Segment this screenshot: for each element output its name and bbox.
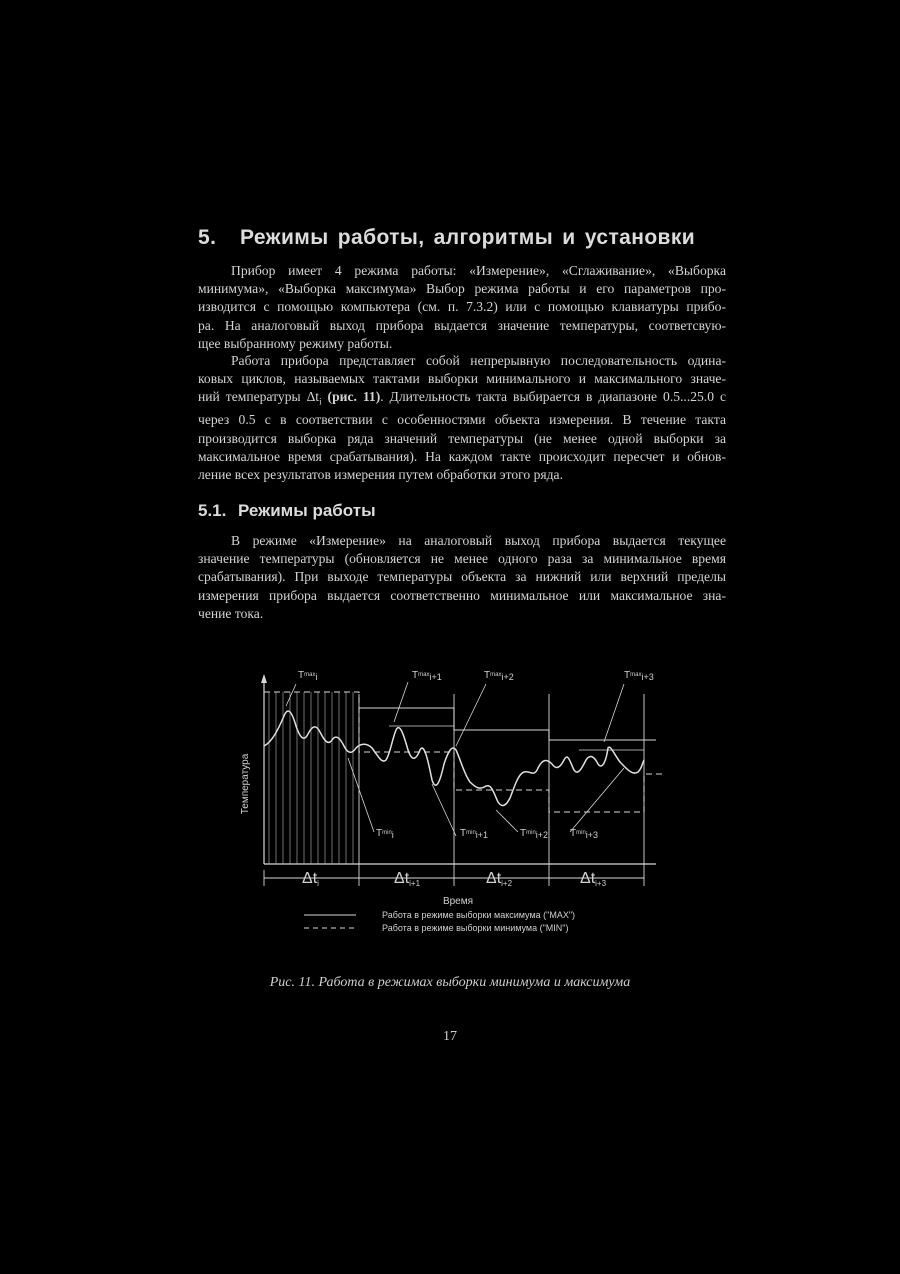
- paragraph-line: производится выборка ряда значений температуры (не менее одной выборки за: [198, 430, 726, 446]
- svg-text:Tmaxi+1: [412, 670, 442, 682]
- figure-reference: (рис. 11): [321, 389, 381, 405]
- tmax-subscript: max: [490, 672, 502, 678]
- legend: [304, 910, 575, 933]
- tmin-index: i: [391, 830, 394, 840]
- svg-text:Tmini+1: [460, 828, 488, 840]
- x-axis-label: Время: [442, 896, 474, 907]
- tmax-subscript: max: [630, 672, 642, 678]
- paragraph-subscript: i: [319, 397, 322, 408]
- max-level-lines: [359, 708, 656, 750]
- svg-text:Tmaxi+3: [624, 670, 654, 682]
- delta-t-label-i3: [580, 870, 607, 888]
- tmax-index: i+3: [641, 672, 654, 682]
- section-title-text: Режимы работы, алгоритмы и установки: [240, 226, 696, 249]
- tmax-symbol: T: [298, 670, 305, 681]
- paragraph-line: изводится с помощью компьютера (см. п. 7.3.2) или с помощью клавиатуры прибо-: [198, 299, 726, 315]
- tmin-subscript: min: [382, 830, 392, 836]
- tmax-subscript: max: [418, 672, 430, 678]
- paragraph-line: значение температуры (обновляется не менее одного раза за минимальное время: [198, 551, 726, 567]
- tmin-label-i: [376, 828, 394, 840]
- paragraph-line: минимума», «Выборка максимума» Выбор режима работы и его параметров про-: [198, 281, 726, 297]
- sampling-diagram: [236, 664, 676, 940]
- paragraph-line: чение тока.: [198, 605, 264, 621]
- tmin-index: i+1: [475, 830, 489, 840]
- paragraph-line: измерения прибора выдается соответственно минимальное или максимальное зна-: [198, 587, 726, 603]
- tmin-label-i2: [520, 828, 548, 840]
- svg-text:Tmaxi+2: [484, 670, 514, 682]
- tmin-index: i+2: [535, 830, 549, 840]
- tmin-symbol: T: [520, 828, 527, 839]
- legend-label-max: Работа в режиме выборки максимума ("MAX"): [382, 910, 576, 920]
- tmax-label-i2: [484, 670, 514, 682]
- paragraph-line: ление всех результатов измерения путем обработки этого ряда.: [198, 466, 563, 482]
- tmax-subscript: max: [304, 672, 316, 678]
- paragraph-line: щее выбранному режиму работы.: [198, 335, 393, 351]
- tmax-index: i+1: [429, 672, 442, 682]
- subsection-title-text: Режимы работы: [238, 501, 376, 520]
- paragraph-line: ковых циклов, называемых тактами выборки минимального и максимального значе-: [198, 371, 726, 387]
- tmin-subscript: min: [466, 830, 476, 836]
- paragraph-2: [198, 352, 726, 484]
- svg-text:Tmini: [376, 828, 394, 840]
- section-title: [198, 226, 758, 250]
- tmax-index: i: [315, 672, 318, 682]
- tmax-symbol: T: [624, 670, 631, 681]
- svg-text:Δti: Δti: [302, 870, 319, 888]
- tmin-symbol: T: [570, 828, 577, 839]
- page-number: 17: [443, 1029, 457, 1044]
- tmax-index: i+2: [501, 672, 514, 682]
- subsection-title: [198, 501, 376, 521]
- section-number: 5.: [198, 226, 217, 249]
- svg-text:Δti+2: Δti+2: [486, 870, 513, 888]
- tmin-label-i1: [460, 828, 488, 840]
- paragraph-text: ний температуры Δt: [198, 389, 320, 405]
- y-axis-label: Температура: [240, 753, 251, 815]
- tmin-subscript: min: [576, 830, 586, 836]
- legend-label-min: Работа в режиме выборки минимума ("MIN"): [382, 923, 569, 933]
- tmin-symbol: T: [376, 828, 383, 839]
- svg-text:Tmini+3: [570, 828, 598, 840]
- svg-text:Tmaxi: [298, 670, 317, 682]
- figure-caption: Рис. 11. Работа в режимах выборки минимума и максимума: [269, 975, 631, 990]
- tmax-symbol: T: [412, 670, 419, 681]
- delta-t-label-i2: [486, 870, 513, 888]
- min-level-lines: [264, 692, 664, 812]
- tmin-label-i3: [570, 828, 598, 840]
- paragraph-text: . Длительность такта выбирается в диапазоне 0.5...25.0 с: [380, 389, 726, 405]
- paragraph-line: Прибор имеет 4 режима работы: «Измерение», «Сглаживание», «Выборка: [231, 263, 726, 278]
- paragraph-line: максимальное время срабатывания). На каждом такте происходит пересчет и обнов-: [198, 448, 726, 464]
- svg-text:Δti+3: Δti+3: [580, 870, 607, 888]
- tmax-label-i3: [624, 670, 654, 682]
- tmax-label-i: [298, 670, 317, 682]
- subsection-number: 5.1.: [198, 501, 227, 520]
- svg-text:Tmini+2: [520, 828, 548, 840]
- tmax-label-i1: [412, 670, 442, 682]
- paragraph-line: В режиме «Измерение» на аналоговый выход прибора выдается текущее: [231, 533, 726, 548]
- figure-11: [236, 664, 676, 940]
- delta-t-label-i1: [394, 870, 421, 888]
- paragraph-1: [198, 262, 726, 353]
- paragraph-3: [198, 532, 726, 623]
- paragraph-line: через 0.5 с в соответствии с особенностями объекта измерения. В течение такта: [198, 412, 726, 428]
- pointer-arrows: [286, 682, 624, 836]
- paragraph-line: срабатывания). При выходе температуры объекта за нижний или верхний пределы: [198, 569, 726, 585]
- paragraph-line: ра. На аналоговый выход прибора выдается значение температуры, соответсвую-: [198, 317, 726, 333]
- delta-t-label-i: [302, 870, 319, 888]
- tmin-subscript: min: [526, 830, 536, 836]
- sampling-hatch: [269, 692, 353, 864]
- paragraph-line: [198, 388, 726, 411]
- tmin-index: i+3: [585, 830, 599, 840]
- tmin-symbol: T: [460, 828, 467, 839]
- paragraph-line: Работа прибора представляет собой непрерывную последовательность одина-: [231, 353, 726, 368]
- svg-text:Δti+1: Δti+1: [394, 870, 421, 888]
- tmax-symbol: T: [484, 670, 491, 681]
